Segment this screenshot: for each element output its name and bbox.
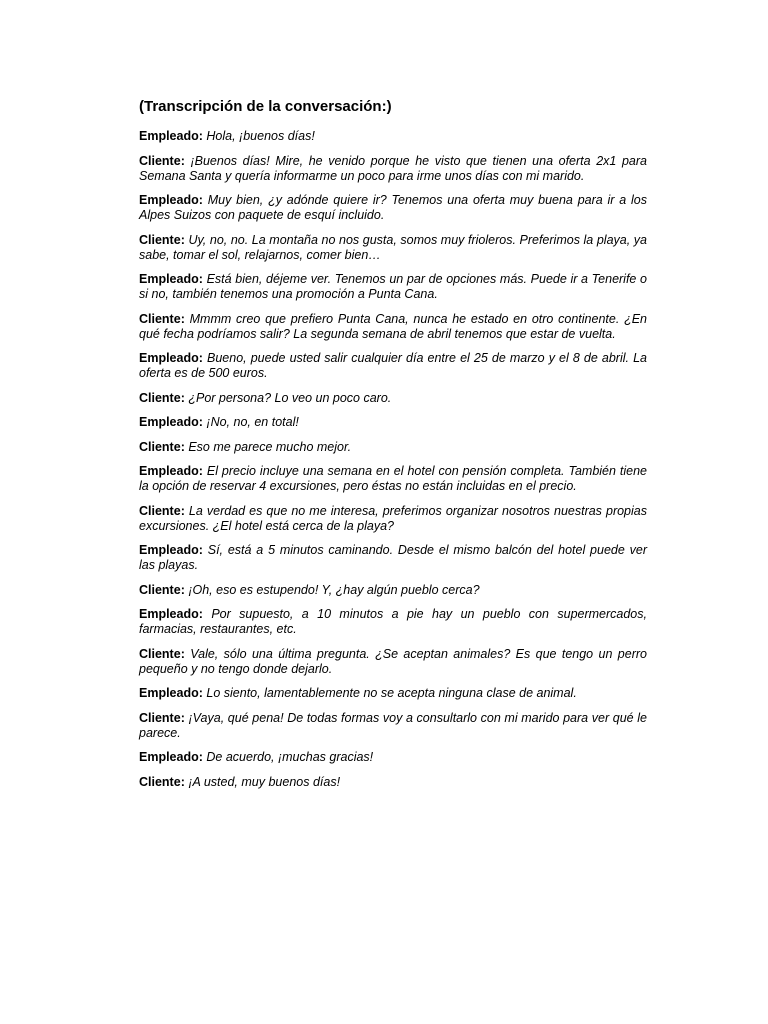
speaker-label: Cliente [139, 439, 181, 454]
dialogue-line [139, 711, 647, 741]
dialogue-line [139, 464, 647, 494]
speaker-colon: : [198, 129, 203, 143]
speaker-colon: : [180, 710, 185, 725]
speaker-colon: : [198, 686, 203, 700]
speaker-colon: : [198, 272, 203, 286]
speaker-colon: : [180, 439, 185, 454]
speaker-label: Cliente [139, 390, 181, 405]
dialogue-line [139, 233, 647, 263]
dialogue-line [139, 129, 647, 144]
dialogue-line [139, 272, 647, 302]
document-page [139, 97, 647, 799]
dialogue-line [139, 647, 647, 677]
dialogue-line [139, 607, 647, 637]
speech-text: ¡A usted, muy buenos días! [188, 774, 341, 789]
dialogue-line [139, 415, 647, 430]
speaker-colon: : [198, 415, 203, 429]
dialogue-line [139, 351, 647, 381]
speaker-colon: : [198, 351, 203, 365]
speech-text: Uy, no, no. La montaña no nos gusta, somos muy frioleros. Preferimos la playa, ya sabe, tomar el sol, relajarnos, comer bien… [139, 232, 647, 262]
speaker-label: Cliente [139, 774, 181, 789]
speaker-colon: : [198, 193, 203, 207]
speaker-colon: : [180, 232, 185, 247]
speaker-colon: : [180, 774, 185, 789]
speaker-label: Empleado [139, 193, 199, 207]
speech-text: El precio incluye una semana en el hotel con pensión completa. También tiene la opción de reservar 4 excursiones, pero éstas no están incluidas en el precio. [139, 464, 647, 493]
speaker-label: Cliente [139, 582, 181, 597]
speaker-label: Cliente [139, 646, 181, 661]
speaker-colon: : [180, 311, 185, 326]
speaker-label: Empleado [139, 272, 199, 286]
page-title: (Transcripción de la conversación:) [139, 98, 392, 115]
dialogue-line [139, 312, 647, 342]
speech-text: ¡Oh, eso es estupendo! Y, ¿hay algún pueblo cerca? [188, 582, 480, 597]
dialogue-line [139, 193, 647, 223]
speech-text: ¿Por persona? Lo veo un poco caro. [188, 390, 392, 405]
dialogue-line [139, 504, 647, 534]
speaker-colon: : [198, 543, 203, 557]
speech-text: Sí, está a 5 minutos caminando. Desde el mismo balcón del hotel puede ver las playas. [139, 543, 647, 572]
speech-text: Está bien, déjeme ver. Tenemos un par de opciones más. Puede ir a Tenerife o si no, también tenemos una promoción a Punta Cana. [139, 272, 647, 301]
speech-text: Por supuesto, a 10 minutos a pie hay un pueblo con supermercados, farmacias, restaurantes, etc. [139, 607, 647, 636]
speech-text: Hola, ¡buenos días! [206, 129, 315, 143]
dialogue-line [139, 583, 647, 598]
speaker-label: Empleado [139, 351, 199, 365]
dialogue-line [139, 391, 647, 406]
dialogue-line [139, 775, 647, 790]
speaker-colon: : [180, 390, 185, 405]
speaker-colon: : [180, 153, 185, 168]
speech-text: Eso me parece mucho mejor. [188, 439, 352, 454]
speaker-colon: : [180, 582, 185, 597]
dialogue-list [139, 129, 647, 790]
speaker-label: Empleado [139, 464, 199, 478]
speaker-label: Empleado [139, 543, 199, 557]
dialogue-line [139, 686, 647, 701]
speech-text: Vale, sólo una última pregunta. ¿Se aceptan animales? Es que tengo un perro pequeño y no tengo donde dejarlo. [139, 646, 647, 676]
speaker-colon: : [198, 464, 203, 478]
speaker-colon: : [180, 646, 185, 661]
speech-text: ¡Buenos días! Mire, he venido porque he visto que tienen una oferta 2x1 para Semana Santa y quería informarme un poco para irme unos días con mi marido. [139, 153, 647, 183]
speaker-label: Empleado [139, 686, 199, 700]
speaker-label: Empleado [139, 129, 199, 143]
speaker-colon: : [198, 607, 203, 621]
dialogue-line [139, 750, 647, 765]
speech-text: ¡Vaya, qué pena! De todas formas voy a consultarlo con mi marido para ver qué le parece. [139, 710, 647, 740]
dialogue-line [139, 154, 647, 184]
speech-text: ¡No, no, en total! [206, 415, 299, 429]
speaker-label: Cliente [139, 311, 181, 326]
dialogue-line [139, 440, 647, 455]
speaker-label: Cliente [139, 153, 181, 168]
speech-text: Mmmm creo que prefiero Punta Cana, nunca he estado en otro continente. ¿En qué fecha podríamos salir? La segunda semana de abril tenemos que estar de vuelta. [139, 311, 647, 341]
speech-text: Bueno, puede usted salir cualquier día entre el 25 de marzo y el 8 de abril. La oferta es de 500 euros. [139, 351, 647, 380]
speech-text: De acuerdo, ¡muchas gracias! [206, 750, 374, 764]
speech-text: La verdad es que no me interesa, preferimos organizar nosotros nuestras propias excursiones. ¿El hotel está cerca de la playa? [139, 503, 647, 533]
speaker-label: Cliente [139, 503, 181, 518]
speaker-colon: : [180, 503, 185, 518]
speaker-label: Empleado [139, 415, 199, 429]
speaker-label: Cliente [139, 710, 181, 725]
speech-text: Muy bien, ¿y adónde quiere ir? Tenemos una oferta muy buena para ir a los Alpes Suizos con paquete de esquí incluido. [139, 193, 647, 222]
speaker-label: Empleado [139, 750, 199, 764]
speaker-colon: : [198, 750, 203, 764]
speaker-label: Empleado [139, 607, 199, 621]
speech-text: Lo siento, lamentablemente no se acepta ninguna clase de animal. [206, 686, 577, 700]
speaker-label: Cliente [139, 232, 181, 247]
dialogue-line [139, 543, 647, 573]
